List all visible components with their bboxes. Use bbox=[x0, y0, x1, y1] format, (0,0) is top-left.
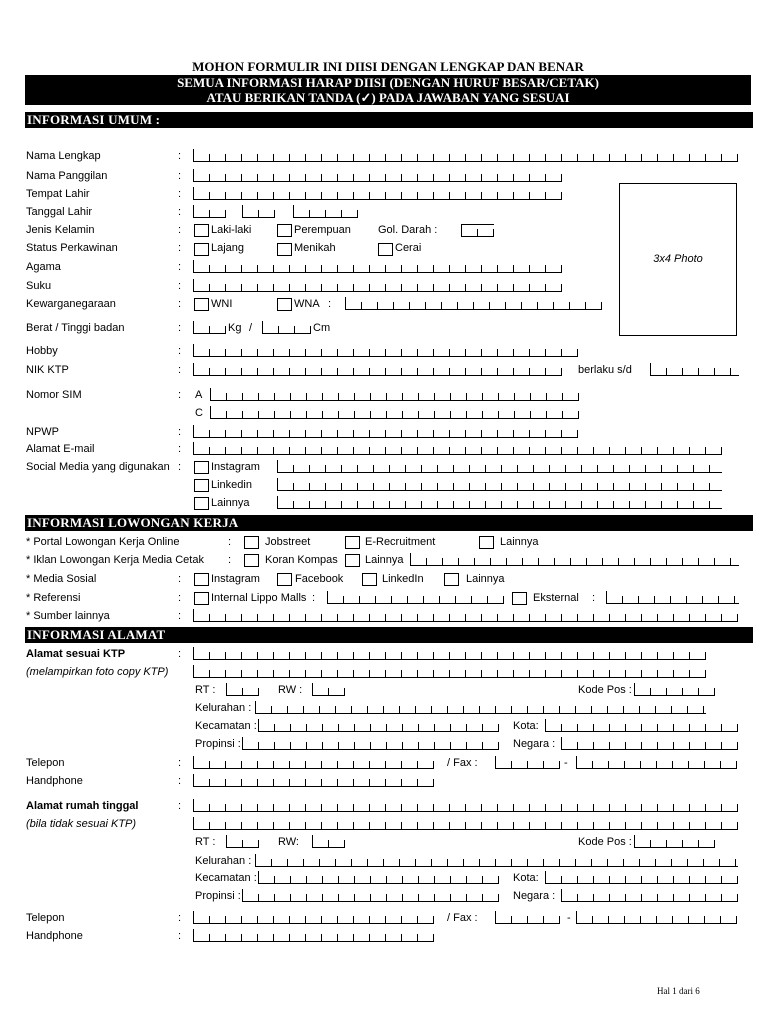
input-alamat-rumah-2[interactable] bbox=[193, 817, 738, 830]
colon: : bbox=[178, 800, 182, 812]
colon: : bbox=[228, 554, 232, 566]
label-kecamatan-rumah: Kecamatan : bbox=[195, 872, 257, 884]
label-menikah: Menikah bbox=[294, 242, 336, 254]
banner-line-1: SEMUA INFORMASI HARAP DIISI (DENGAN HURUF BESAR/CETAK) bbox=[177, 75, 599, 90]
label-rt-rumah: RT : bbox=[195, 836, 216, 848]
colon: : bbox=[178, 364, 182, 376]
label-erecruitment: E-Recruitment bbox=[365, 536, 436, 548]
label-alamat-ktp: Alamat sesuai KTP bbox=[26, 648, 126, 660]
label-lajang: Lajang bbox=[211, 242, 245, 254]
colon: : bbox=[178, 280, 182, 292]
input-kecamatan-rumah[interactable] bbox=[258, 871, 499, 884]
banner-line-2: ATAU BERIKAN TANDA (✓) PADA JAWABAN YANG SESUAI bbox=[206, 90, 570, 105]
input-alamat-ktp-1[interactable] bbox=[193, 647, 706, 660]
label-nama-panggilan: Nama Panggilan bbox=[26, 170, 108, 182]
checkbox-wna[interactable] bbox=[277, 298, 292, 311]
checkbox-ms-instagram[interactable] bbox=[194, 573, 209, 586]
input-lainnya-cetak[interactable] bbox=[410, 553, 739, 566]
colon: : bbox=[178, 298, 182, 310]
label-lainnya-cetak: Lainnya bbox=[365, 554, 404, 566]
label-media-sosial: * Media Sosial bbox=[26, 573, 97, 585]
input-wna-negara[interactable] bbox=[345, 297, 602, 310]
label-cm: Cm bbox=[313, 322, 331, 334]
label-kodepos-rumah: Kode Pos : bbox=[578, 836, 632, 848]
label-eksternal: Eksternal bbox=[533, 592, 579, 604]
label-koran-kompas: Koran Kompas bbox=[265, 554, 338, 566]
label-internal-lippo: Internal Lippo Malls bbox=[211, 592, 307, 604]
label-jobstreet: Jobstreet bbox=[265, 536, 311, 548]
label-sim-c: C bbox=[195, 407, 203, 419]
input-email[interactable] bbox=[193, 442, 722, 455]
form-instruction-title: MOHON FORMULIR INI DIISI DENGAN LENGKAP DAN BENAR bbox=[192, 59, 584, 74]
input-rw-ktp[interactable] bbox=[312, 683, 345, 696]
label-agama: Agama bbox=[26, 261, 61, 273]
input-propinsi-ktp[interactable] bbox=[242, 737, 499, 750]
checkbox-ms-linkedin[interactable] bbox=[362, 573, 377, 586]
input-alamat-rumah-1[interactable] bbox=[193, 799, 738, 812]
label-social-media: Social Media yang digunakan bbox=[26, 461, 170, 473]
label-wni: WNI bbox=[211, 298, 233, 310]
input-eksternal[interactable] bbox=[606, 591, 739, 604]
colon: : bbox=[178, 188, 182, 200]
label-ms-facebook: Facebook bbox=[295, 573, 344, 585]
label-rt-ktp: RT : bbox=[195, 684, 216, 696]
checkbox-menikah[interactable] bbox=[277, 243, 292, 256]
input-npwp[interactable] bbox=[193, 425, 578, 438]
label-jenis-kelamin: Jenis Kelamin bbox=[26, 224, 95, 236]
input-hobby[interactable] bbox=[193, 344, 578, 357]
label-iklan-cetak: * Iklan Lowongan Kerja Media Cetak bbox=[26, 554, 204, 566]
input-negara-ktp[interactable] bbox=[561, 737, 738, 750]
colon: : bbox=[178, 912, 182, 924]
colon: : bbox=[228, 536, 232, 548]
label-tanggal-lahir: Tanggal Lahir bbox=[26, 206, 93, 218]
input-sim-c[interactable] bbox=[210, 406, 579, 419]
input-kota-rumah[interactable] bbox=[545, 871, 738, 884]
label-instagram: Instagram bbox=[211, 461, 260, 473]
label-kg: Kg bbox=[228, 322, 242, 334]
checkbox-wni[interactable] bbox=[194, 298, 209, 311]
input-instagram[interactable] bbox=[277, 460, 722, 473]
input-tinggi[interactable] bbox=[262, 321, 311, 334]
input-tanggal-bulan[interactable] bbox=[242, 205, 275, 218]
input-tempat-lahir[interactable] bbox=[193, 187, 562, 200]
input-nik-ktp[interactable] bbox=[193, 363, 562, 376]
input-telepon-ktp[interactable] bbox=[193, 756, 434, 769]
checkbox-lainnya-cetak[interactable] bbox=[345, 554, 360, 567]
label-ms-instagram: Instagram bbox=[211, 573, 260, 585]
input-internal-lippo[interactable] bbox=[327, 591, 504, 604]
checkbox-laki-laki[interactable] bbox=[194, 224, 209, 237]
input-propinsi-rumah[interactable] bbox=[242, 889, 499, 902]
label-kelurahan-rumah: Kelurahan : bbox=[195, 855, 252, 867]
input-kelurahan-ktp[interactable] bbox=[255, 701, 706, 714]
label-fax-ktp: / Fax : bbox=[447, 757, 478, 769]
input-tanggal-hari[interactable] bbox=[193, 205, 226, 218]
checkbox-perempuan[interactable] bbox=[277, 224, 292, 237]
checkbox-instagram[interactable] bbox=[194, 461, 209, 474]
label-fax-dash-rumah: - bbox=[567, 912, 571, 924]
input-agama[interactable] bbox=[193, 260, 562, 273]
checkbox-lainnya-portal[interactable] bbox=[479, 536, 494, 549]
checkbox-internal-lippo[interactable] bbox=[194, 592, 209, 605]
input-kota-ktp[interactable] bbox=[545, 719, 738, 732]
colon: : bbox=[178, 775, 182, 787]
label-handphone-rumah: Handphone bbox=[26, 930, 83, 942]
input-telepon-rumah[interactable] bbox=[193, 911, 434, 924]
label-alamat-ktp-note: (melampirkan foto copy KTP) bbox=[26, 666, 169, 678]
checkbox-erecruitment[interactable] bbox=[345, 536, 360, 549]
label-kelurahan-ktp: Kelurahan : bbox=[195, 702, 252, 714]
checkbox-jobstreet[interactable] bbox=[244, 536, 259, 549]
input-handphone-rumah[interactable] bbox=[193, 929, 434, 942]
colon: : bbox=[592, 592, 596, 604]
input-linkedin[interactable] bbox=[277, 478, 722, 491]
colon: : bbox=[312, 592, 316, 604]
colon: : bbox=[178, 461, 182, 473]
input-handphone-ktp[interactable] bbox=[193, 774, 434, 787]
input-fax-nomor-ktp[interactable] bbox=[576, 756, 737, 769]
page-number: Hal 1 dari 6 bbox=[657, 986, 700, 996]
label-referensi: * Referensi bbox=[26, 592, 81, 604]
label-laki-laki: Laki-laki bbox=[211, 224, 252, 236]
input-rw-rumah[interactable] bbox=[312, 835, 345, 848]
input-berat[interactable] bbox=[193, 321, 226, 334]
label-kecamatan-ktp: Kecamatan : bbox=[195, 720, 257, 732]
colon: : bbox=[178, 757, 182, 769]
form-instruction-banner bbox=[25, 75, 751, 105]
colon: : bbox=[178, 345, 182, 357]
label-gol-darah: Gol. Darah : bbox=[378, 224, 438, 236]
checkbox-lainnya-sosmed[interactable] bbox=[194, 497, 209, 510]
input-negara-rumah[interactable] bbox=[561, 889, 738, 902]
label-berlaku: berlaku s/d bbox=[578, 364, 632, 376]
label-negara-ktp: Negara : bbox=[513, 738, 556, 750]
input-lainnya-sosmed[interactable] bbox=[277, 496, 722, 509]
label-handphone-ktp: Handphone bbox=[26, 775, 83, 787]
label-ms-lainnya: Lainnya bbox=[466, 573, 505, 585]
input-fax-kode-rumah[interactable] bbox=[495, 911, 560, 924]
input-sumber-lainnya[interactable] bbox=[193, 609, 738, 622]
label-negara-rumah: Negara : bbox=[513, 890, 556, 902]
input-rt-ktp[interactable] bbox=[226, 683, 259, 696]
section-informasi-umum: INFORMASI UMUM : bbox=[25, 112, 753, 128]
input-nama-lengkap[interactable] bbox=[193, 149, 738, 162]
input-fax-kode-ktp[interactable] bbox=[495, 756, 560, 769]
colon: : bbox=[178, 389, 182, 401]
input-sim-a[interactable] bbox=[210, 388, 579, 401]
colon: : bbox=[178, 443, 182, 455]
section-informasi-alamat: INFORMASI ALAMAT bbox=[25, 627, 753, 643]
colon: : bbox=[178, 150, 182, 162]
colon: : bbox=[178, 224, 182, 236]
label-ms-linkedin: LinkedIn bbox=[382, 573, 424, 585]
input-alamat-ktp-2[interactable] bbox=[193, 665, 706, 678]
checkbox-ms-facebook[interactable] bbox=[277, 573, 292, 586]
colon: : bbox=[178, 610, 182, 622]
colon: : bbox=[178, 242, 182, 254]
label-rw-rumah: RW: bbox=[278, 836, 299, 848]
label-email: Alamat E-mail bbox=[26, 443, 95, 455]
label-lainnya-portal: Lainnya bbox=[500, 536, 539, 548]
label-linkedin: Linkedin bbox=[211, 479, 252, 491]
label-npwp: NPWP bbox=[26, 426, 59, 438]
label-fax-rumah: / Fax : bbox=[447, 912, 478, 924]
checkbox-koran-kompas[interactable] bbox=[244, 554, 259, 567]
checkbox-cerai[interactable] bbox=[378, 243, 393, 256]
label-kewarganegaraan: Kewarganegaraan bbox=[26, 298, 116, 310]
label-kota-rumah: Kota: bbox=[513, 872, 539, 884]
label-sim-a: A bbox=[195, 389, 203, 401]
checkbox-linkedin[interactable] bbox=[194, 479, 209, 492]
input-fax-nomor-rumah[interactable] bbox=[576, 911, 737, 924]
colon: : bbox=[178, 322, 182, 334]
label-sumber-lainnya: * Sumber lainnya bbox=[26, 610, 110, 622]
label-kota-ktp: Kota: bbox=[513, 720, 539, 732]
label-propinsi-rumah: Propinsi : bbox=[195, 890, 241, 902]
input-rt-rumah[interactable] bbox=[226, 835, 259, 848]
input-tanggal-tahun[interactable] bbox=[293, 205, 358, 218]
input-gol-darah[interactable] bbox=[461, 224, 494, 237]
input-berlaku[interactable] bbox=[650, 363, 739, 376]
label-rw-ktp: RW : bbox=[278, 684, 303, 696]
label-suku: Suku bbox=[26, 280, 52, 292]
colon: : bbox=[328, 298, 332, 310]
checkbox-eksternal[interactable] bbox=[512, 592, 527, 605]
label-alamat-rumah: Alamat rumah tinggal bbox=[26, 800, 139, 812]
label-propinsi-ktp: Propinsi : bbox=[195, 738, 241, 750]
input-suku[interactable] bbox=[193, 279, 562, 292]
label-nama-lengkap: Nama Lengkap bbox=[26, 150, 101, 162]
input-kodepos-ktp[interactable] bbox=[634, 683, 715, 696]
input-kecamatan-ktp[interactable] bbox=[258, 719, 499, 732]
label-fax-dash: - bbox=[564, 757, 568, 769]
label-portal-online: * Portal Lowongan Kerja Online bbox=[26, 536, 180, 548]
colon: : bbox=[178, 930, 182, 942]
label-lainnya-sosmed: Lainnya bbox=[211, 497, 250, 509]
photo-label: 3x4 Photo bbox=[653, 253, 703, 265]
label-slash: / bbox=[249, 322, 253, 334]
checkbox-lajang[interactable] bbox=[194, 243, 209, 256]
photo-box bbox=[619, 183, 737, 336]
input-nama-panggilan[interactable] bbox=[193, 169, 562, 182]
colon: : bbox=[178, 170, 182, 182]
input-kelurahan-rumah[interactable] bbox=[255, 854, 738, 867]
label-berat-tinggi: Berat / Tinggi badan bbox=[26, 322, 125, 334]
section-informasi-lowongan: INFORMASI LOWONGAN KERJA bbox=[25, 515, 753, 531]
input-kodepos-rumah[interactable] bbox=[634, 835, 715, 848]
label-perempuan: Perempuan bbox=[294, 224, 351, 236]
colon: : bbox=[178, 592, 182, 604]
colon: : bbox=[178, 426, 182, 438]
colon: : bbox=[178, 206, 182, 218]
checkbox-ms-lainnya[interactable] bbox=[444, 573, 459, 586]
colon: : bbox=[178, 573, 182, 585]
label-tempat-lahir: Tempat Lahir bbox=[26, 188, 90, 200]
label-hobby: Hobby bbox=[26, 345, 58, 357]
label-cerai: Cerai bbox=[395, 242, 422, 254]
label-kodepos-ktp: Kode Pos : bbox=[578, 684, 632, 696]
label-telepon-rumah: Telepon bbox=[26, 912, 65, 924]
label-alamat-rumah-note: (bila tidak sesuai KTP) bbox=[26, 818, 137, 830]
label-nik-ktp: NIK KTP bbox=[26, 364, 69, 376]
label-nomor-sim: Nomor SIM bbox=[26, 389, 82, 401]
label-telepon-ktp: Telepon bbox=[26, 757, 65, 769]
colon: : bbox=[178, 648, 182, 660]
label-status-perkawinan: Status Perkawinan bbox=[26, 242, 118, 254]
colon: : bbox=[178, 261, 182, 273]
label-wna: WNA bbox=[294, 298, 320, 310]
